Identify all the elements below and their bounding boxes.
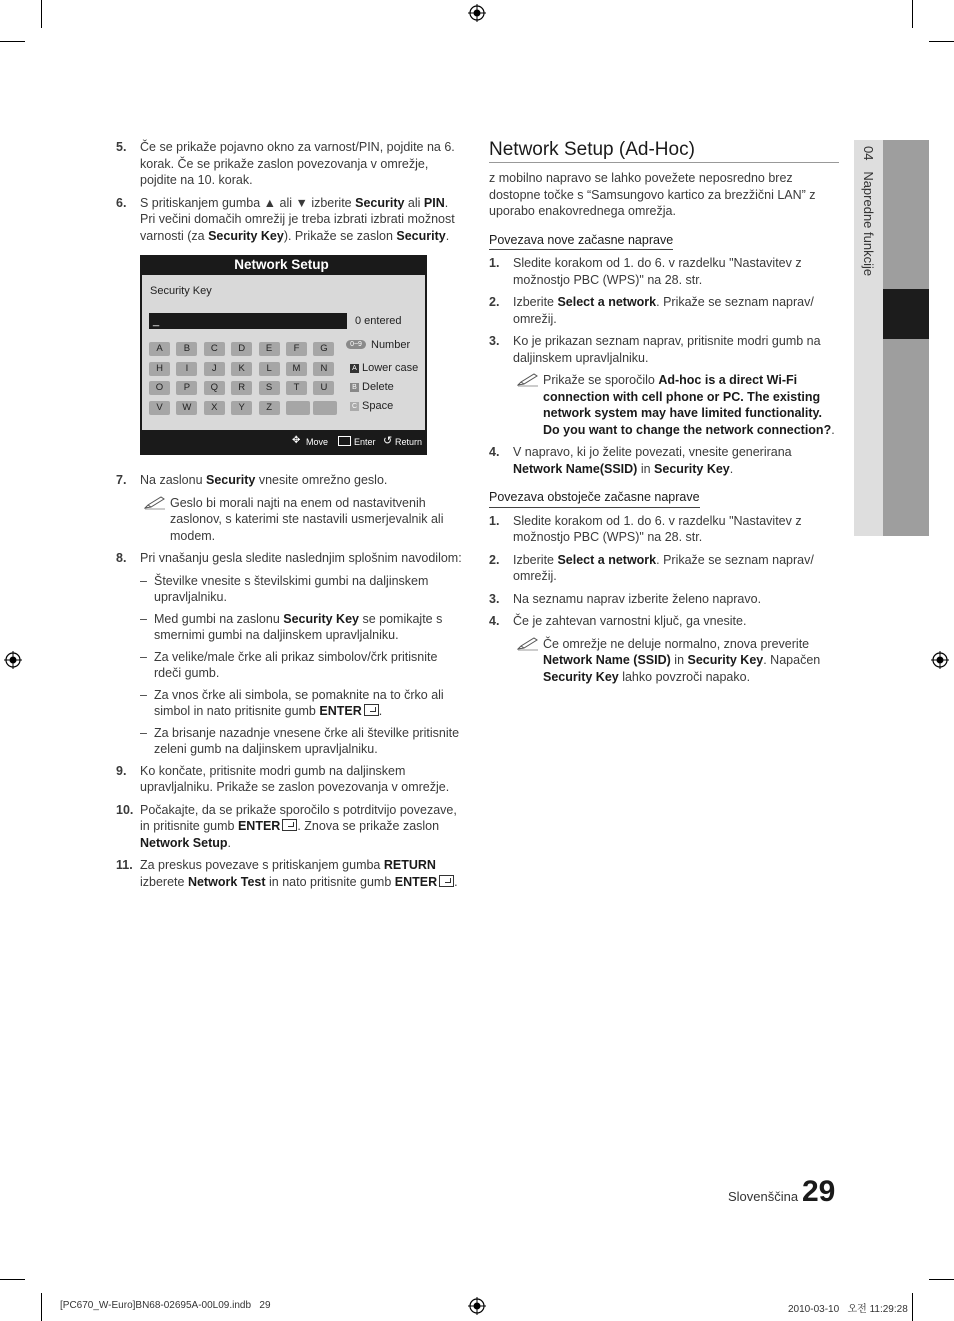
network-setup-screenshot: [140, 255, 427, 455]
step-number: 2.: [489, 295, 500, 309]
entered-count: 0 entered: [355, 315, 402, 327]
file-info: [PC670_W-Euro]BN68-02695A-00L09.indb 29: [60, 1300, 271, 1311]
step-item: [489, 294, 839, 327]
badge-b: B: [350, 383, 359, 392]
space-label: Space: [362, 400, 394, 412]
screen-title: Network Setup: [234, 257, 329, 272]
keyboard-key[interactable]: G: [313, 342, 334, 356]
keyboard-key[interactable]: X: [204, 401, 225, 415]
heading-rule: [489, 162, 839, 163]
step-number: 6.: [116, 195, 127, 210]
keyboard-key[interactable]: F: [286, 342, 307, 356]
step-item: [489, 333, 839, 366]
number-badge: [346, 340, 366, 349]
step-number: 3.: [489, 591, 500, 606]
step-text: S pritiskanjem gumba ▲ ali ▼ izberite Security ali PIN. Pri večini domačih omrežij je treba izbrati izbrati možnost varnosti (za Security Key). Prikaže se zaslon Security.: [140, 195, 455, 243]
keyboard-key[interactable]: I: [176, 362, 197, 376]
chapter-tab-active-marker: [883, 289, 929, 339]
note: [116, 495, 466, 545]
step-text: Počakajte, da se prikaže sporočilo s potrditvijo povezave, in pritisnite gumb ENTER . Znova se prikaže zaslon Network Setup.: [140, 802, 457, 850]
step-item: [489, 513, 839, 546]
step-item: [116, 195, 466, 245]
keyboard-key[interactable]: S: [259, 381, 280, 395]
badge-c: C: [351, 403, 358, 410]
chapter-title: Napredne funkcije: [861, 171, 876, 277]
section1-title: Povezava nove začasne naprave: [489, 232, 673, 251]
sub-item-text: Za vnos črke ali simbola, se pomaknite na to črko ali simbol in nato pritisnite gumb ENTER .: [154, 687, 444, 718]
print-timestamp: 2010-03-10 오전 11:29:28: [788, 1304, 908, 1315]
sub-item-text: Med gumbi na zaslonu Security Key se pomikajte s smernimi gumbi na daljinskem upravljalniku.: [154, 611, 443, 642]
sub-item: [140, 611, 466, 644]
keyboard-key[interactable]: U: [313, 381, 334, 395]
crop-mark: [912, 1293, 913, 1321]
intro-text: z mobilno napravo se lahko povežete neposredno brez dostopne točke s “Samsungovo kartico za brezžični LAN” z uporabo enakovrednega omrežja.: [489, 171, 816, 218]
keyboard-key[interactable]: W: [176, 401, 197, 415]
note: [489, 372, 839, 438]
step-number: 1.: [489, 513, 500, 528]
keyboard-key[interactable]: A: [149, 342, 170, 356]
dash-glyph: –: [140, 687, 147, 702]
keyboard-key[interactable]: Z: [259, 401, 280, 415]
keyboard-key[interactable]: L: [259, 362, 280, 376]
step-number: 9.: [116, 763, 127, 778]
step-number: 3.: [489, 334, 500, 348]
keyboard-key[interactable]: R: [231, 381, 252, 395]
keyboard-key[interactable]: M: [286, 362, 307, 376]
return-icon: ↺: [383, 435, 393, 447]
enter-icon: [338, 436, 351, 446]
keyboard-key[interactable]: D: [231, 342, 252, 356]
step-text: V napravo, ki jo želite povezati, vnesite generirana Network Name(SSID) in Security Key.: [513, 445, 792, 476]
keyboard-key[interactable]: O: [149, 381, 170, 395]
step-text: Izberite Select a network. Prikaže se seznam naprav/ omrežij.: [513, 552, 814, 583]
step-item: [489, 444, 839, 477]
crop-mark: [929, 1279, 954, 1280]
number-badge-text: 0~9: [350, 341, 362, 348]
registration-mark-icon: [468, 1297, 486, 1315]
keyboard-key[interactable]: T: [286, 381, 307, 395]
keyboard-key[interactable]: V: [149, 401, 170, 415]
section2-title: Povezava obstoječe začasne naprave: [489, 489, 700, 508]
dash-glyph: –: [140, 649, 147, 664]
note: [489, 636, 839, 686]
step-text: Za preskus povezave s pritiskanjem gumba RETURN izberete Network Test in nato pritisnite gumb ENTER .: [140, 858, 458, 889]
step-text: Pri vnašanju gesla sledite naslednjim splošnim navodilom:: [140, 551, 462, 565]
step-text: Sledite korakom od 1. do 6. v razdelku "Nastavitev z možnostjo PBC (WPS)" na 28. str.: [513, 513, 802, 544]
step-item: [116, 763, 466, 796]
step-item: [116, 550, 466, 567]
sub-item: [140, 725, 466, 758]
step-text: Ko je prikazan seznam naprav, pritisnite modri gumb na daljinskem upravljalniku.: [513, 334, 821, 365]
keyboard-key[interactable]: H: [149, 362, 170, 376]
registration-mark-icon: [468, 4, 486, 22]
step-item: [489, 552, 839, 585]
registration-mark-icon: [931, 651, 949, 669]
step-number: 8.: [116, 551, 127, 565]
lower-case-label: Lower case: [362, 362, 419, 374]
input-value: _: [153, 315, 160, 327]
keyboard-key[interactable]: P: [176, 381, 197, 395]
note-text: Prikaže se sporočilo Ad-hoc is a direct Wi-Fi connection with cell phone or PC. The existing network system may have limited functionality. Do you want to change the network connection?.: [543, 373, 835, 437]
crop-mark: [912, 0, 913, 28]
note-pencil-icon: [517, 373, 539, 387]
sub-item-text: Številke vnesite s številskimi gumbi na daljinskem upravljalniku.: [154, 573, 429, 604]
step-number: 5.: [116, 140, 127, 154]
step-text: Izberite Select a network. Prikaže se seznam naprav/ omrežij.: [513, 295, 814, 326]
security-key-input[interactable]: [149, 313, 347, 329]
sub-item-text: Za brisanje nazadnje vnesene črke ali številke pritisnite zeleni gumb na daljinskem upravljalniku.: [154, 725, 460, 756]
keyboard-key-blank[interactable]: [286, 401, 310, 415]
delete-label: Delete: [362, 381, 394, 393]
keyboard-key[interactable]: B: [176, 342, 197, 356]
page-number: 29: [802, 1175, 836, 1208]
section-heading: Network Setup (Ad-Hoc): [489, 139, 695, 160]
step-text: Ko končate, pritisnite modri gumb na daljinskem upravljalniku. Prikaže se zaslon povezovanja v omrežje.: [140, 763, 450, 794]
sub-item: [140, 573, 466, 606]
sub-item-text: Za velike/male črke ali prikaz simbolov/črk pritisnite rdeči gumb.: [154, 649, 438, 680]
screen-body: [142, 275, 425, 430]
move-icon: ✥: [292, 435, 301, 446]
step-number: 4.: [489, 614, 500, 628]
registration-mark-icon: [4, 651, 22, 669]
dash-glyph: –: [140, 725, 147, 740]
step-item: [116, 472, 466, 489]
step-number: 1.: [489, 256, 500, 270]
field-label: Security Key: [150, 285, 212, 297]
step-number: 10.: [116, 802, 134, 817]
keyboard-key[interactable]: E: [259, 342, 280, 356]
sub-item: [140, 687, 466, 720]
step-text: Na zaslonu Security vnesite omrežno geslo.: [140, 473, 388, 487]
left-column-top: [116, 139, 466, 250]
number-label: Number: [371, 339, 411, 351]
keyboard-key[interactable]: J: [204, 362, 225, 376]
crop-mark: [929, 41, 954, 42]
badge-a: A: [350, 364, 359, 373]
step-number: 2.: [489, 552, 500, 567]
step-text: Če se prikaže pojavno okno za varnost/PIN, pojdite na 6. korak. Če se prikaže zaslon povezovanja v omrežje, pojdite na 10. korak.: [140, 140, 455, 187]
crop-mark: [0, 41, 25, 42]
dash-glyph: –: [140, 573, 147, 588]
sub-item: [140, 649, 466, 682]
step-number: 4.: [489, 445, 500, 459]
move-label: Move: [306, 437, 329, 447]
crop-mark: [0, 1279, 25, 1280]
step-item: [116, 802, 466, 852]
right-column: [489, 170, 839, 691]
note-pencil-icon: [517, 637, 539, 651]
keyboard-key[interactable]: K: [231, 362, 252, 376]
keyboard-key[interactable]: Q: [204, 381, 225, 395]
step-item: [116, 857, 466, 890]
keyboard-key[interactable]: Y: [231, 401, 252, 415]
note-text: Geslo bi morali najti na enem od nastavitvenih zaslonov, s katerimi ste nastavili usmerjevalnik ali modem.: [170, 495, 444, 543]
footer-language: Slovenščina: [728, 1189, 799, 1204]
step-item: [116, 139, 466, 189]
step-text: Sledite korakom od 1. do 6. v razdelku "Nastavitev z možnostjo PBC (WPS)" na 28. str.: [513, 256, 802, 287]
enter-label: Enter: [354, 437, 376, 447]
note-pencil-icon: [144, 496, 166, 510]
chapter-number: 04: [861, 146, 876, 161]
step-text: Če je zahtevan varnostni ključ, ga vnesite.: [513, 614, 747, 628]
keyboard-key[interactable]: C: [204, 342, 225, 356]
step-item: [489, 613, 839, 630]
screen-bottom-bar: [140, 433, 427, 453]
step-item: [489, 255, 839, 288]
step-item: [489, 591, 839, 608]
keyboard-key[interactable]: N: [313, 362, 334, 376]
left-column-bottom: [116, 472, 466, 896]
step-number: 11.: [116, 858, 133, 872]
step-number: 7.: [116, 473, 127, 487]
chapter-tab-label: [852, 146, 886, 336]
keyboard-key-blank[interactable]: [313, 401, 337, 415]
return-label: Return: [395, 437, 423, 447]
note-text: Če omrežje ne deluje normalno, znova preverite Network Name (SSID) in Security Key. Napačen Security Key lahko povzroči napako.: [543, 636, 821, 684]
step-text: Na seznamu naprav izberite želeno napravo.: [513, 591, 762, 606]
crop-mark: [41, 1293, 42, 1321]
dash-glyph: –: [140, 611, 147, 626]
crop-mark: [41, 0, 42, 28]
